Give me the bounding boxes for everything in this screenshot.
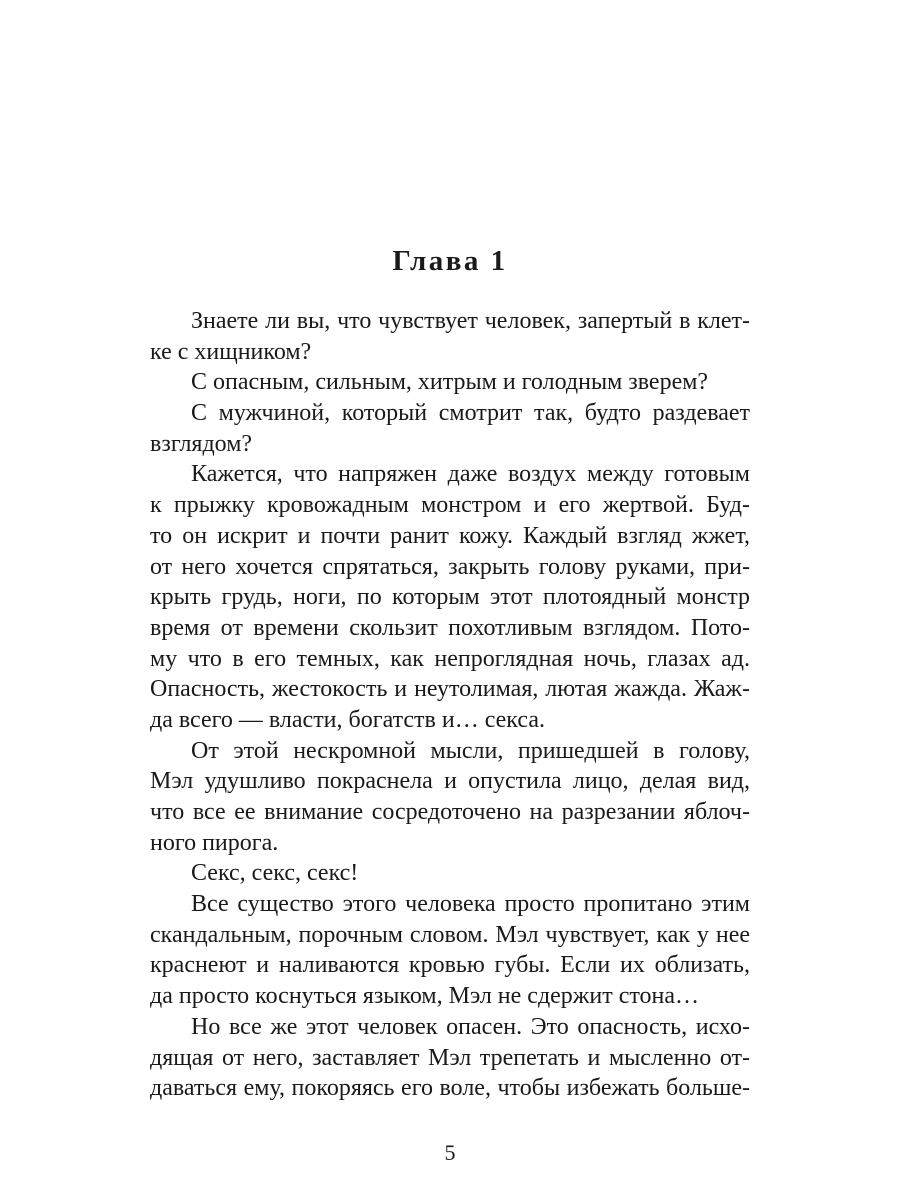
text-line: да просто коснуться языком, Мэл не сдержит стона… (150, 983, 700, 1010)
text-line: Секс, секс, секс! (191, 860, 359, 887)
text-line: скандальным, порочным словом. Мэл чувствует, как у нее (150, 921, 750, 948)
text-line: взглядом? (150, 430, 253, 457)
chapter-title: Глава 1 (392, 245, 508, 277)
text-line: краснеют и наливаются кровью губы. Если их облизать, (150, 952, 750, 979)
text-line: дящая от него, заставляет Мэл трепетать и мысленно от- (150, 1044, 750, 1071)
text-line: да всего — власти, богатств и… секса. (150, 706, 545, 733)
text-line: крыть грудь, ноги, по которым этот плотоядный монстр (150, 584, 750, 611)
text-line: Опасность, жестокость и неутолимая, лютая жажда. Жаж- (150, 676, 750, 703)
text-line: С опасным, сильным, хитрым и голодным зверем? (191, 369, 709, 396)
text-line: Но все же этот человек опасен. Это опасность, исхо- (191, 1013, 750, 1040)
text-line: От этой нескромной мысли, пришедшей в голову, (191, 737, 750, 764)
text-line: даваться ему, покоряясь его воле, чтобы избежать больше- (150, 1075, 750, 1102)
text-line: му что в его темных, как непроглядная ночь, глазах ад. (150, 645, 750, 672)
text-line: ке с хищником? (150, 338, 312, 365)
text-line: С мужчиной, который смотрит так, будто раздевает (191, 400, 750, 427)
page-number: 5 (444, 1140, 456, 1165)
text-line: от него хочется спрятаться, закрыть голову руками, при- (150, 553, 750, 580)
text-line: что все ее внимание сосредоточено на разрезании яблоч- (150, 799, 750, 825)
text-line: ного пирога. (150, 829, 279, 856)
text-line: то он искрит и почти ранит кожу. Каждый взгляд жжет, (150, 522, 750, 549)
chapter-body (150, 306, 750, 1104)
text-line: Все существо этого человека просто пропитано этим (191, 891, 750, 918)
text-line: время от времени скользит похотливым взглядом. Пото- (150, 614, 750, 641)
text-line: к прыжку кровожадным монстром и его жертвой. Буд- (150, 492, 750, 519)
text-line: Знаете ли вы, что чувствует человек, запертый в клет- (191, 308, 750, 334)
text-line: Мэл удушливо покраснела и опустила лицо, делая вид, (150, 768, 750, 795)
text-line: Кажется, что напряжен даже воздух между готовым (191, 461, 750, 488)
